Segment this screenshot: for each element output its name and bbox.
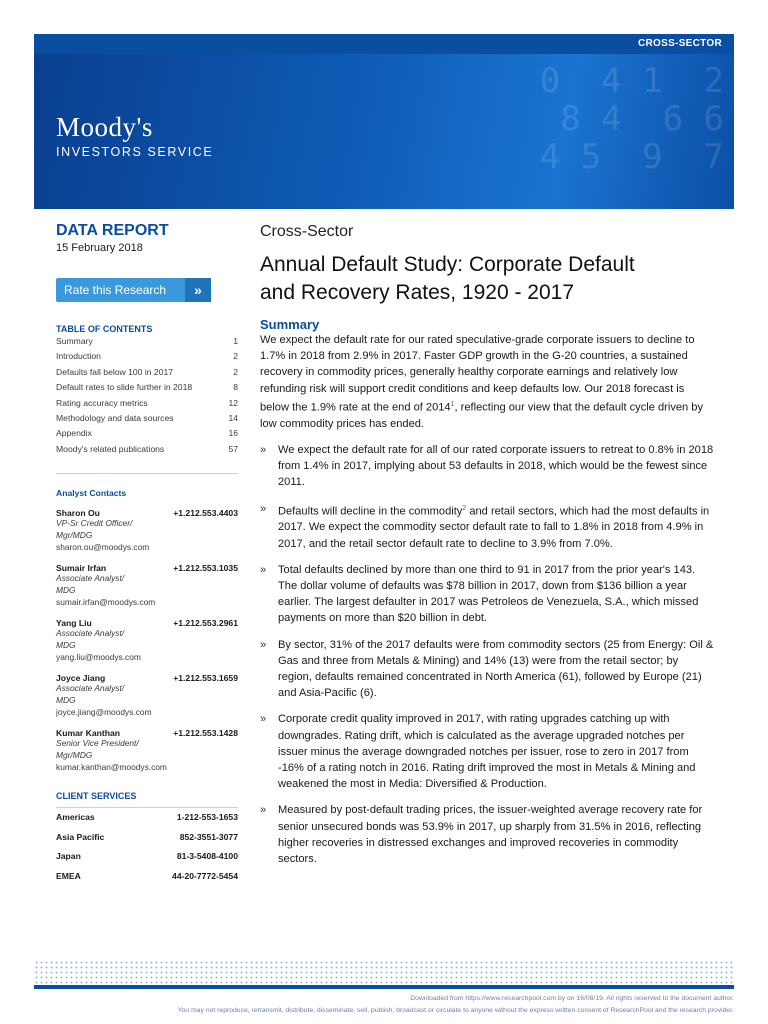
toc-item-methodology[interactable]: Methodology and data sources 14 (56, 412, 238, 423)
left-sidebar (56, 222, 238, 886)
contact-role: MDG (56, 584, 76, 595)
bullet-item: » Corporate credit quality improved in 2017, with rating upgrades catching up with downgrades. Rating drift, which is calculated as the average upgraded notches per issuer minus the average downgraded notches per issuer, rose to zero in 2017 from -16% of a rating notch in 2016. Rating drift improved the most in Metals & Mining and weakened the most in Media: Diversified & Production. (260, 711, 715, 792)
summary-heading: Summary (260, 317, 320, 332)
contact-email[interactable]: sharon.ou@moodys.com (56, 542, 150, 553)
toc-item-rating-accuracy[interactable]: Rating accuracy metrics 12 (56, 397, 238, 408)
contact-email[interactable]: kumar.kanthan@moodys.com (56, 762, 167, 773)
toc-item-appendix[interactable]: Appendix 16 (56, 428, 238, 439)
footnote-link[interactable]: 2 (462, 504, 467, 512)
bullet-marker: » (260, 502, 267, 515)
contact-card (56, 673, 238, 718)
bullet-marker: » (260, 713, 267, 726)
bullet-marker: » (260, 804, 267, 817)
contact-card (56, 728, 238, 773)
contact-phone: +1.212.553.2961 (173, 618, 238, 629)
footer-copyright-note: You may not reproduce, retransmit, distribute, disseminate, sell, publish, broadcast or circulate to anyone without the express written consent of ResearchPool and the research provider. (177, 1007, 734, 1014)
contact-email[interactable]: sumair.irfan@moodys.com (56, 597, 156, 608)
toc-item-defaults-fall[interactable]: Defaults fall below 100 in 2017 2 (56, 366, 238, 377)
toc-item-summary[interactable]: Summary 1 (56, 336, 238, 346)
bullet-marker: » (260, 638, 267, 651)
dotted-decoration (34, 960, 734, 984)
rate-research-button[interactable] (56, 278, 211, 302)
page-title: Annual Default Study: Corporate Default and Recovery Rates, 1920 - 2017 (260, 253, 635, 304)
sector-tag: CROSS-SECTOR (638, 38, 722, 49)
bullet-item: » Measured by post-default trading prices, the issuer-weighted average recovery rate for senior unsecured bonds was 53.9% in 2017, up sharply from 31.5% in 2016, reflecting higher recoveries in distressed exchanges and improved recoveries in commodity sectors. (260, 802, 715, 867)
client-service-row: EMEA 44-20-7772-5454 (56, 870, 238, 881)
contact-phone: +1.212.553.1428 (173, 728, 238, 739)
bullet-marker: » (260, 563, 267, 576)
bullet-item: » By sector, 31% of the 2017 defaults were from commodity sectors (25 from Energy: Oil & Gas and three from Metals & Mining) and 14% (13) were from the retail sector; by region, defaults remained concentrated in North America (61), followed by Europe (21) and Asia-Pacific (6). (260, 637, 715, 702)
divider (56, 473, 238, 474)
contact-role: MDG (56, 694, 76, 705)
sector-label: Cross-Sector (260, 223, 354, 240)
client-services-title: CLIENT SERVICES (56, 791, 137, 802)
analyst-contacts-title: Analyst Contacts (56, 488, 127, 499)
double-chevron-right-icon: » (185, 278, 211, 302)
contact-phone: +1.212.553.1659 (173, 673, 238, 684)
contact-name: Sharon Ou (56, 508, 100, 519)
contact-role: Mgr/MDG (56, 529, 93, 540)
contact-phone: +1.212.553.4403 (173, 508, 238, 519)
bullet-marker: » (260, 443, 267, 456)
bullet-item: » We expect the default rate for all of our rated corporate issuers to retreat to 0.8% in 2018 from 1.4% in 2017, implying about 53 defaults in 2018, which would be the fewest since 2011. (260, 442, 715, 491)
contact-role: Associate Analyst/ (56, 573, 125, 584)
contact-role: Associate Analyst/ (56, 683, 125, 694)
contact-role: VP-Sr Credit Officer/ (56, 518, 133, 529)
report-date: 15 February 2018 (56, 242, 143, 254)
contact-name: Yang Liu (56, 618, 92, 629)
contact-role: Associate Analyst/ (56, 628, 125, 639)
contact-card (56, 618, 238, 663)
footer-download-note: Downloaded from https://www.researchpool.com by on 16/08/19. All rights reserved to the document author. (410, 995, 734, 1002)
bottom-bar (34, 985, 734, 989)
client-service-row: Asia Pacific 852-3551-3077 (56, 831, 238, 842)
contact-name: Kumar Kanthan (56, 728, 120, 739)
rate-research-label: Rate this Research (64, 283, 167, 297)
toc-item-default-rates[interactable]: Default rates to slide further in 2018 8 (56, 382, 238, 393)
contact-role: MDG (56, 639, 76, 650)
top-bar (34, 34, 734, 54)
report-type: DATA REPORT (56, 222, 169, 239)
bullet-item: » Total defaults declined by more than one third to 91 in 2017 from the prior year's 143. The dollar volume of defaults was $78 billion in 2017, down from $136 billion a year earlier. The largest defaulter in 2017 was Petroleos de Venezuela, S.A., which missed payments on more than $20 billion in debt. (260, 562, 715, 627)
contact-role: Senior Vice President/ (56, 738, 139, 749)
hero-digits-decoration: 0 4 1 2 8 4 6 6 4 5 9 7 (539, 61, 724, 177)
logo-name: Moody's (56, 112, 153, 142)
logo-subtitle: INVESTORS SERVICE (56, 145, 214, 159)
summary-paragraph: We expect the default rate for our rated speculative-grade corporate issuers to decline to 1.7% in 2018 from 2.9% in 2017. Faster GDP growth in the G-20 countries, a sustained recovery in commodity prices, generally healthy corporate earnings and relatively low refunding risk will support credit conditions and keep defaults low. Our 2018 forecast is below the 1.9% rate at the end of 2014$^1$, reflecting our view that the default cycle driven by low commodity prices has ended. (260, 334, 704, 430)
contact-name: Sumair Irfan (56, 563, 107, 574)
contact-role: Mgr/MDG (56, 749, 93, 760)
contact-card (56, 508, 238, 553)
contact-name: Joyce Jiang (56, 673, 106, 684)
footnote-link[interactable]: 1 (450, 400, 455, 408)
contact-email[interactable]: yang.liu@moodys.com (56, 652, 141, 663)
toc-item-related-publications[interactable]: Moody's related publications 57 (56, 443, 238, 454)
contact-email[interactable]: joyce.jiang@moodys.com (56, 707, 152, 718)
bullet-item: » Defaults will decline in the commodity$^2$ and retail sectors, which had the most defaults in 2017. We expect the commodity sector default rate to fall to 1.8% in 2018 from 4.9% in 2017, and the retail sector default rate to decline to 3.9% from 7.0%. (260, 501, 715, 552)
client-service-row: Japan 81-3-5408-4100 (56, 851, 238, 862)
contact-phone: +1.212.553.1035 (173, 563, 238, 574)
main-content (260, 223, 715, 867)
toc-list (56, 334, 238, 457)
client-service-row: Americas 1-212-553-1653 (56, 812, 238, 823)
hero-banner (34, 54, 734, 209)
contact-card (56, 563, 238, 608)
toc-item-introduction[interactable]: Introduction 2 (56, 351, 238, 362)
toc-title: TABLE OF CONTENTS (56, 324, 153, 334)
